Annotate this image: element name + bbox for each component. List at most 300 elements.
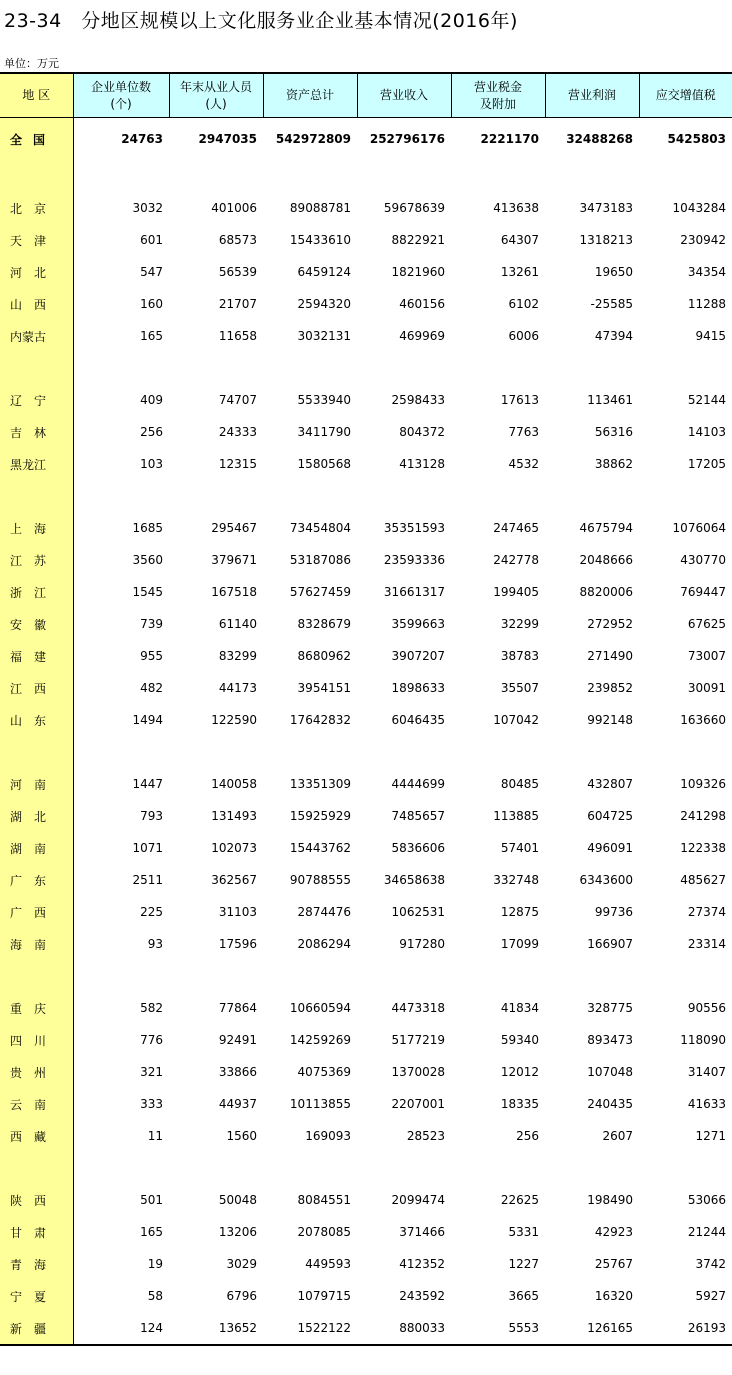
region-name: 北 京	[0, 192, 73, 224]
cell-business-tax-and-surcharges: 80485	[500, 777, 539, 791]
cell-total-assets: 5533940	[297, 393, 351, 407]
region-name: 山 东	[0, 704, 73, 736]
cell-enterprise-count: 24763	[121, 132, 163, 146]
cell-operating-profit: 496091	[587, 841, 633, 855]
cell-business-tax-and-surcharges: 256	[516, 1129, 539, 1143]
cell-enterprise-count: 1447	[132, 777, 163, 791]
spacer-cell	[545, 1152, 639, 1184]
cell-operating-profit: 16320	[594, 1289, 633, 1303]
cell-enterprise-count: 1071	[132, 841, 163, 855]
cell-vat-payable: 118090	[680, 1033, 726, 1047]
cell-total-assets: 1522122	[263, 1312, 357, 1345]
spacer-cell	[451, 736, 545, 768]
spacer-cell	[73, 736, 169, 768]
cell-total-assets: 2874476	[297, 905, 351, 919]
region-name: 河 北	[0, 256, 73, 288]
spacer-cell	[263, 352, 357, 384]
cell-business-tax-and-surcharges: 332748	[493, 873, 539, 887]
group-spacer-row	[0, 352, 732, 384]
cell-operating-profit: 2048666	[579, 553, 633, 567]
cell-vat-payable: 230942	[680, 233, 726, 247]
table-row	[0, 1056, 732, 1088]
cell-vat-payable: 5927	[695, 1289, 726, 1303]
table-row	[0, 1312, 732, 1345]
spacer-cell	[169, 1152, 263, 1184]
cell-business-tax-and-surcharges: 41834	[500, 1001, 539, 1015]
region-name: 辽 宁	[0, 384, 73, 416]
table-row	[0, 288, 732, 320]
cell-enterprise-count: 601	[140, 233, 163, 247]
cell-business-tax-and-surcharges: 17613	[500, 393, 539, 407]
spacer-cell	[451, 160, 545, 192]
cell-total-assets: 4075369	[297, 1065, 351, 1079]
spacer-cell	[639, 960, 732, 992]
cell-operating-profit: -25585	[590, 297, 633, 311]
table-row	[0, 1280, 732, 1312]
region-name: 全国	[0, 118, 73, 161]
cell-operating-revenue: 804372	[399, 425, 445, 439]
cell-total-assets: 3411790	[297, 425, 351, 439]
cell-vat-payable: 3742	[695, 1257, 726, 1271]
cell-vat-payable: 769447	[680, 585, 726, 599]
cell-year-end-employees: 44173	[218, 681, 257, 695]
table-row	[0, 864, 732, 896]
region-name: 湖 南	[0, 832, 73, 864]
cell-year-end-employees: 140058	[211, 777, 257, 791]
cell-business-tax-and-surcharges: 107042	[493, 713, 539, 727]
spacer-cell	[357, 160, 451, 192]
region-name: 广 东	[0, 864, 73, 896]
cell-operating-profit: 32488268	[566, 132, 633, 146]
cell-business-tax-and-surcharges: 64307	[500, 233, 539, 247]
cell-enterprise-count: 501	[140, 1193, 163, 1207]
cell-year-end-employees: 102073	[211, 841, 257, 855]
cell-operating-revenue: 8822921	[391, 233, 445, 247]
region-name: 陕 西	[0, 1184, 73, 1216]
column-header-operating-profit	[545, 73, 639, 118]
table-row	[0, 1216, 732, 1248]
spacer-cell	[73, 160, 169, 192]
spacer-cell	[545, 352, 639, 384]
cell-operating-profit: 3473183	[579, 201, 633, 215]
cell-year-end-employees: 33866	[218, 1065, 257, 1079]
cell-vat-payable: 17205	[687, 457, 726, 471]
cell-vat-payable: 1076064	[672, 521, 726, 535]
cell-year-end-employees: 68573	[218, 233, 257, 247]
spacer-cell	[639, 1152, 732, 1184]
cell-business-tax-and-surcharges: 35507	[500, 681, 539, 695]
cell-enterprise-count: 547	[140, 265, 163, 279]
table-row	[0, 544, 732, 576]
spacer-cell	[73, 352, 169, 384]
cell-year-end-employees: 13652	[169, 1312, 263, 1345]
cell-business-tax-and-surcharges: 7763	[508, 425, 539, 439]
cell-operating-profit: 19650	[594, 265, 633, 279]
cell-operating-revenue: 5836606	[391, 841, 445, 855]
cell-year-end-employees: 31103	[218, 905, 257, 919]
spacer-cell	[639, 480, 732, 512]
spacer-cell	[0, 960, 73, 992]
cell-year-end-employees: 92491	[218, 1033, 257, 1047]
cell-operating-revenue: 1821960	[391, 265, 445, 279]
cell-total-assets: 53187086	[289, 553, 351, 567]
cell-year-end-employees: 379671	[211, 553, 257, 567]
table-row	[0, 1248, 732, 1280]
cell-business-tax-and-surcharges: 18335	[500, 1097, 539, 1111]
cell-total-assets: 57627459	[289, 585, 351, 599]
cell-vat-payable: 485627	[680, 873, 726, 887]
region-name: 新 疆	[0, 1312, 73, 1345]
spacer-cell	[73, 1152, 169, 1184]
region-name: 贵 州	[0, 1056, 73, 1088]
cell-enterprise-count: 482	[140, 681, 163, 695]
cell-business-tax-and-surcharges: 199405	[493, 585, 539, 599]
table-row	[0, 1120, 732, 1152]
group-spacer-row	[0, 736, 732, 768]
column-header-line: (个)	[110, 96, 132, 111]
table-body	[0, 118, 732, 1346]
column-header-line: 地 区	[22, 88, 51, 102]
region-name: 湖 北	[0, 800, 73, 832]
spacer-cell	[263, 160, 357, 192]
cell-year-end-employees: 50048	[218, 1193, 257, 1207]
table-row	[0, 576, 732, 608]
cell-year-end-employees: 44937	[218, 1097, 257, 1111]
cell-operating-revenue: 4444699	[391, 777, 445, 791]
cell-business-tax-and-surcharges: 242778	[493, 553, 539, 567]
region-name: 西 藏	[0, 1120, 73, 1152]
column-header-line: 营业税金	[473, 79, 522, 94]
cell-enterprise-count: 165	[140, 1225, 163, 1239]
cell-vat-payable: 122338	[680, 841, 726, 855]
column-header-total-assets	[263, 73, 357, 118]
cell-enterprise-count: 165	[140, 329, 163, 343]
cell-year-end-employees: 6796	[226, 1289, 257, 1303]
cell-enterprise-count: 1494	[132, 713, 163, 727]
cell-operating-revenue: 1062531	[391, 905, 445, 919]
table-row	[0, 992, 732, 1024]
cell-total-assets: 14259269	[289, 1033, 351, 1047]
cell-operating-profit: 198490	[587, 1193, 633, 1207]
cell-vat-payable: 27374	[687, 905, 726, 919]
region-name: 黑龙江	[0, 448, 73, 480]
cell-enterprise-count: 103	[140, 457, 163, 471]
cell-total-assets: 89088781	[289, 201, 351, 215]
cell-operating-profit: 166907	[587, 937, 633, 951]
table-row	[0, 256, 732, 288]
cell-business-tax-and-surcharges: 17099	[500, 937, 539, 951]
spacer-cell	[545, 736, 639, 768]
table-row	[0, 832, 732, 864]
spacer-cell	[451, 1152, 545, 1184]
cell-enterprise-count: 3560	[132, 553, 163, 567]
table-row	[0, 640, 732, 672]
cell-operating-revenue: 28523	[406, 1129, 445, 1143]
cell-total-assets: 3032131	[297, 329, 351, 343]
cell-business-tax-and-surcharges: 113885	[493, 809, 539, 823]
cell-year-end-employees: 3029	[226, 1257, 257, 1271]
cell-operating-profit: 328775	[587, 1001, 633, 1015]
cell-total-assets: 2086294	[297, 937, 351, 951]
table-row	[0, 320, 732, 352]
cell-operating-profit: 272952	[587, 617, 633, 631]
region-name: 内蒙古	[0, 320, 73, 352]
cell-operating-profit: 2607	[602, 1129, 633, 1143]
cell-business-tax-and-surcharges: 2221170	[480, 132, 539, 146]
column-header-operating-revenue	[357, 73, 451, 118]
column-header-vat-payable	[639, 73, 732, 118]
cell-year-end-employees: 2947035	[198, 132, 257, 146]
region-name: 河 南	[0, 768, 73, 800]
spacer-cell	[169, 480, 263, 512]
cell-vat-payable: 21244	[687, 1225, 726, 1239]
statistics-table	[0, 72, 732, 1346]
cell-total-assets: 2594320	[297, 297, 351, 311]
cell-operating-profit: 25767	[594, 1257, 633, 1271]
spacer-cell	[451, 960, 545, 992]
cell-operating-revenue: 371466	[399, 1225, 445, 1239]
region-name: 天 津	[0, 224, 73, 256]
cell-business-tax-and-surcharges: 12012	[500, 1065, 539, 1079]
cell-business-tax-and-surcharges: 6102	[508, 297, 539, 311]
cell-operating-profit: 47394	[594, 329, 633, 343]
cell-business-tax-and-surcharges: 12875	[500, 905, 539, 919]
column-header-line: 资产总计	[285, 88, 334, 102]
spacer-cell	[639, 736, 732, 768]
table-row	[0, 896, 732, 928]
spacer-cell	[357, 480, 451, 512]
cell-year-end-employees: 167518	[211, 585, 257, 599]
cell-enterprise-count: 321	[140, 1065, 163, 1079]
cell-year-end-employees: 122590	[211, 713, 257, 727]
region-name: 甘 肃	[0, 1216, 73, 1248]
table-row	[0, 1184, 732, 1216]
cell-operating-profit: 4675794	[579, 521, 633, 535]
cell-enterprise-count: 409	[140, 393, 163, 407]
cell-operating-revenue: 469969	[399, 329, 445, 343]
cell-business-tax-and-surcharges: 247465	[493, 521, 539, 535]
cell-operating-profit: 432807	[587, 777, 633, 791]
cell-operating-revenue: 23593336	[383, 553, 445, 567]
cell-vat-payable: 1271	[695, 1129, 726, 1143]
spacer-cell	[0, 736, 73, 768]
cell-total-assets: 15925929	[289, 809, 351, 823]
cell-vat-payable: 53066	[687, 1193, 726, 1207]
column-header-line: 年末从业人员	[179, 79, 252, 94]
spacer-cell	[545, 480, 639, 512]
spacer-cell	[357, 960, 451, 992]
cell-business-tax-and-surcharges: 57401	[500, 841, 539, 855]
cell-total-assets: 542972809	[275, 132, 351, 146]
cell-enterprise-count: 955	[140, 649, 163, 663]
cell-enterprise-count: 19	[147, 1257, 163, 1271]
cell-year-end-employees: 56539	[218, 265, 257, 279]
table-row	[0, 672, 732, 704]
column-header-line: 企业单位数	[90, 79, 151, 94]
cell-year-end-employees: 74707	[218, 393, 257, 407]
cell-enterprise-count: 225	[140, 905, 163, 919]
region-name: 浙 江	[0, 576, 73, 608]
spacer-cell	[263, 480, 357, 512]
region-name: 江 苏	[0, 544, 73, 576]
cell-operating-revenue: 413128	[399, 457, 445, 471]
region-name: 云 南	[0, 1088, 73, 1120]
cell-vat-payable: 30091	[687, 681, 726, 695]
cell-year-end-employees: 11658	[218, 329, 257, 343]
cell-enterprise-count: 3032	[132, 201, 163, 215]
cell-operating-profit: 56316	[594, 425, 633, 439]
column-header-line: (人)	[205, 96, 227, 111]
spacer-cell	[169, 736, 263, 768]
cell-vat-payable: 90556	[687, 1001, 726, 1015]
cell-operating-revenue: 1898633	[391, 681, 445, 695]
cell-vat-payable: 67625	[687, 617, 726, 631]
spacer-cell	[639, 352, 732, 384]
cell-operating-profit: 604725	[587, 809, 633, 823]
cell-total-assets: 449593	[305, 1257, 351, 1271]
cell-year-end-employees: 401006	[211, 201, 257, 215]
cell-enterprise-count: 256	[140, 425, 163, 439]
column-header-year-end-employees	[169, 73, 263, 118]
cell-vat-payable: 26193	[639, 1312, 732, 1345]
page-title: 23-34 分地区规模以上文化服务业企业基本情况(2016年)	[4, 10, 518, 32]
column-header-business-tax-and-surcharges	[451, 73, 545, 118]
cell-business-tax-and-surcharges: 4532	[508, 457, 539, 471]
table-row	[0, 800, 732, 832]
cell-operating-revenue: 243592	[399, 1289, 445, 1303]
cell-operating-profit: 992148	[587, 713, 633, 727]
national-total-row	[0, 118, 732, 161]
cell-total-assets: 8680962	[297, 649, 351, 663]
cell-operating-revenue: 7485657	[391, 809, 445, 823]
spacer-cell	[0, 1152, 73, 1184]
cell-business-tax-and-surcharges: 13261	[500, 265, 539, 279]
region-name: 上 海	[0, 512, 73, 544]
cell-operating-revenue: 880033	[357, 1312, 451, 1345]
cell-operating-revenue: 1370028	[391, 1065, 445, 1079]
region-name: 福 建	[0, 640, 73, 672]
spacer-cell	[545, 160, 639, 192]
group-spacer-row	[0, 480, 732, 512]
cell-operating-revenue: 2099474	[391, 1193, 445, 1207]
cell-operating-profit: 240435	[587, 1097, 633, 1111]
cell-total-assets: 13351309	[289, 777, 351, 791]
table-row	[0, 416, 732, 448]
cell-vat-payable: 14103	[687, 425, 726, 439]
table-row	[0, 1088, 732, 1120]
cell-operating-profit: 99736	[594, 905, 633, 919]
table-row	[0, 1024, 732, 1056]
cell-vat-payable: 73007	[687, 649, 726, 663]
cell-operating-revenue: 2598433	[391, 393, 445, 407]
table-row	[0, 608, 732, 640]
cell-operating-revenue: 252796176	[369, 132, 445, 146]
cell-total-assets: 169093	[305, 1129, 351, 1143]
region-name: 四 川	[0, 1024, 73, 1056]
cell-vat-payable: 241298	[680, 809, 726, 823]
table-row	[0, 768, 732, 800]
spacer-cell	[73, 480, 169, 512]
cell-vat-payable: 1043284	[672, 201, 726, 215]
region-name: 广 西	[0, 896, 73, 928]
cell-operating-revenue: 6046435	[391, 713, 445, 727]
column-header-line: 营业收入	[379, 88, 428, 102]
region-name: 江 西	[0, 672, 73, 704]
cell-operating-profit: 126165	[545, 1312, 639, 1345]
cell-enterprise-count: 1685	[132, 521, 163, 535]
cell-vat-payable: 41633	[687, 1097, 726, 1111]
region-name: 重 庆	[0, 992, 73, 1024]
table-row	[0, 448, 732, 480]
cell-total-assets: 3954151	[297, 681, 351, 695]
cell-enterprise-count: 582	[140, 1001, 163, 1015]
cell-total-assets: 90788555	[289, 873, 351, 887]
cell-operating-revenue: 34658638	[383, 873, 445, 887]
cell-vat-payable: 52144	[687, 393, 726, 407]
cell-operating-revenue: 59678639	[383, 201, 445, 215]
table-row	[0, 512, 732, 544]
table-row	[0, 704, 732, 736]
cell-operating-revenue: 412352	[399, 1257, 445, 1271]
cell-operating-revenue: 31661317	[383, 585, 445, 599]
cell-enterprise-count: 776	[140, 1033, 163, 1047]
cell-year-end-employees: 24333	[218, 425, 257, 439]
cell-vat-payable: 5425803	[667, 132, 726, 146]
cell-business-tax-and-surcharges: 5553	[451, 1312, 545, 1345]
spacer-cell	[73, 960, 169, 992]
region-name: 海 南	[0, 928, 73, 960]
spacer-cell	[451, 352, 545, 384]
cell-year-end-employees: 362567	[211, 873, 257, 887]
column-header-line: 营业利润	[567, 88, 616, 102]
cell-year-end-employees: 61140	[218, 617, 257, 631]
table-row	[0, 928, 732, 960]
spacer-cell	[545, 960, 639, 992]
spacer-cell	[169, 160, 263, 192]
cell-operating-profit: 239852	[587, 681, 633, 695]
cell-operating-profit: 42923	[594, 1225, 633, 1239]
spacer-cell	[263, 736, 357, 768]
cell-total-assets: 10660594	[289, 1001, 351, 1015]
cell-year-end-employees: 17596	[218, 937, 257, 951]
cell-operating-profit: 271490	[587, 649, 633, 663]
region-name: 青 海	[0, 1248, 73, 1280]
cell-operating-revenue: 3907207	[391, 649, 445, 663]
cell-vat-payable: 109326	[680, 777, 726, 791]
cell-operating-profit: 107048	[587, 1065, 633, 1079]
cell-year-end-employees: 13206	[218, 1225, 257, 1239]
cell-year-end-employees: 295467	[211, 521, 257, 535]
cell-operating-revenue: 4473318	[391, 1001, 445, 1015]
table-row	[0, 384, 732, 416]
header-row	[0, 73, 732, 118]
cell-enterprise-count: 739	[140, 617, 163, 631]
cell-year-end-employees: 1560	[226, 1129, 257, 1143]
cell-year-end-employees: 77864	[218, 1001, 257, 1015]
cell-total-assets: 8328679	[297, 617, 351, 631]
region-name: 吉 林	[0, 416, 73, 448]
table-row	[0, 224, 732, 256]
spacer-cell	[263, 960, 357, 992]
column-header-line: 及附加	[479, 96, 516, 111]
group-spacer-row	[0, 960, 732, 992]
group-spacer-row	[0, 1152, 732, 1184]
cell-vat-payable: 23314	[687, 937, 726, 951]
cell-enterprise-count: 1545	[132, 585, 163, 599]
cell-operating-revenue: 35351593	[383, 521, 445, 535]
unit-label: 单位：万元	[4, 57, 59, 70]
cell-operating-revenue: 3599663	[391, 617, 445, 631]
